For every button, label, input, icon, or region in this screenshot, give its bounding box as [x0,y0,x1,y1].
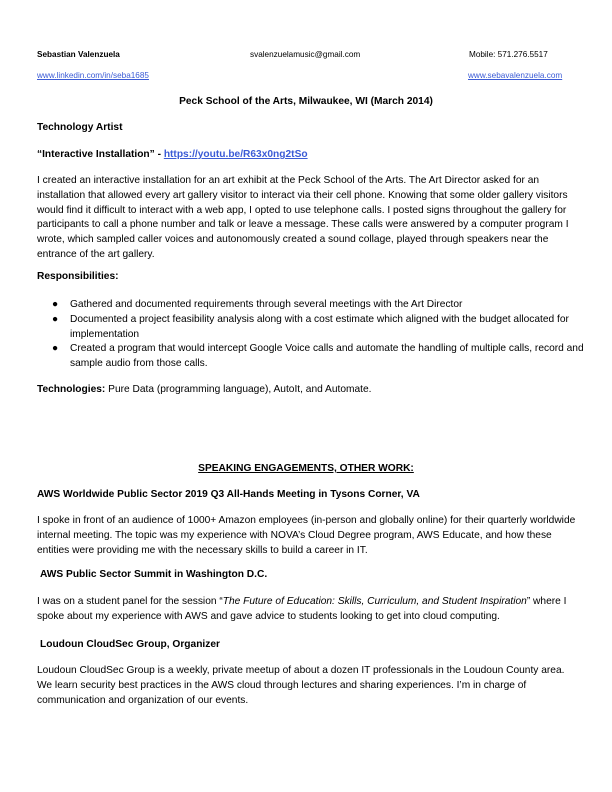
engagement-title: AWS Public Sector Summit in Washington D.C. [40,569,268,580]
engagement-title: Loudoun CloudSec Group, Organizer [40,639,220,650]
installation-heading [37,149,308,160]
technologies-line [37,383,582,398]
responsibilities-heading: Responsibilities: [37,271,119,282]
engagement-description: Loudoun CloudSec Group is a weekly, private meetup of about a dozen IT professionals in the Loudoun County area. We learn security best practices in the AWS cloud through lectures and sharing experiences. I’m in charge of communication and organization of our events. [37,665,565,706]
technologies-label: Technologies: [37,384,106,395]
role-title: Technology Artist [37,122,123,133]
engagement-title: AWS Worldwide Public Sector 2019 Q3 All-Hands Meeting in Tysons Corner, VA [37,489,420,500]
bullet-icon: ● [52,313,59,325]
email-address: svalenzuelamusic@gmail.com [250,50,361,59]
technologies-list: Pure Data (programming language), AutoIt, and Automate. [105,384,372,395]
session-title: The Future of Education: Skills, Curriculum, and Student Inspiration [222,596,527,607]
engagement-description: I spoke in front of an audience of 1000+ Amazon employees (in-person and globally online) for their quarterly worldwide internal meeting. The topic was my experience with NOVA’s Cloud Degree program, AWS Educate, and how these entities were providing me with the necessary skills to build a career in IT. [37,515,576,556]
project-description: I created an interactive installation for an art exhibit at the Peck School of the Arts. The Art Director asked for an installation that allowed every art gallery visitor to interact via their cell phone. Knowing that some older gallery visitors would find it difficult to interact with a web app, I opted to use telephone calls. I posted signs throughout the gallery for participants to call a phone number and talk or leave a message. These calls were answered by a computer program I wrote, which sampled caller voices and autonomously created a sound collage, played through speakers near the entrance of the art gallery. [37,175,569,260]
list-item: ● Documented a project feasibility analysis along with a cost estimate which aligned with the budget allocated for implementation [52,313,569,340]
website-link[interactable]: www.sebavalenzuela.com [468,71,563,80]
candidate-name: Sebastian Valenzuela [37,50,120,59]
mobile-number: Mobile: 571.276.5517 [469,50,548,59]
bullet-icon: ● [52,343,59,355]
list-item: ● Created a program that would intercept Google Voice calls and automate the handling of multiple calls, record and sample audio from those calls. [52,343,584,370]
section-title: SPEAKING ENGAGEMENTS, OTHER WORK: [198,463,414,474]
installation-label: “Interactive Installation” - [37,149,164,160]
engagement-description: I was on a student panel for the session “The Future of Education: Skills, Curriculum, and Student Inspiration” where I spoke about my experience with AWS and gave advice to students looking to get into cloud computing. [37,596,567,622]
responsibilities-list [37,298,612,372]
linkedin-link[interactable]: www.linkedin.com/in/seba1685 [37,71,149,80]
project-location-title: Peck School of the Arts, Milwaukee, WI (March 2014) [179,96,433,107]
list-item: ● Gathered and documented requirements through several meetings with the Art Director [70,298,612,313]
bullet-icon: ● [52,299,59,310]
installation-video-link[interactable]: https://youtu.be/R63x0ng2tSo [163,149,308,160]
